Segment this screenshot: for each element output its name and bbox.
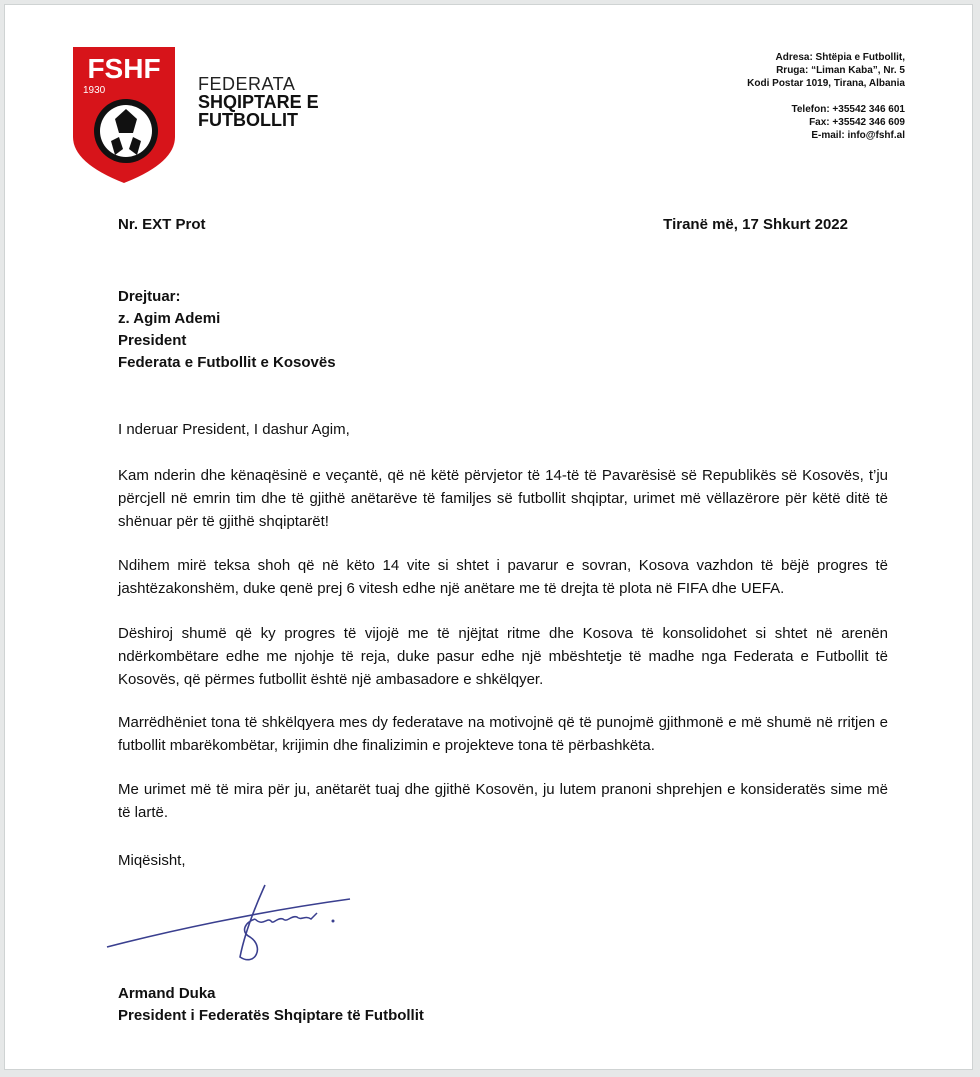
recipient-title: President	[118, 332, 187, 349]
handwritten-signature	[105, 877, 355, 977]
logo-acronym: FSHF	[87, 53, 161, 84]
fax-number: Fax: +35542 346 609	[809, 117, 905, 128]
recipient-block	[118, 286, 336, 374]
signer-title: President i Federatës Shqiptare të Futbollit	[118, 1007, 424, 1024]
recipient-name: z. Agim Ademi	[118, 310, 221, 327]
email-address: E-mail: info@fshf.al	[811, 130, 905, 141]
federation-wordmark	[198, 75, 319, 129]
letter-page	[4, 4, 973, 1070]
salutation: I nderuar President, I dashur Agim,	[118, 421, 350, 438]
body-paragraph: Ndihem mirë teksa shoh që në këto 14 vite si shtet i pavarur e sovran, Kosova vazhdon të bëjë progres të jashtëzakonshëm, duke qenë prej 6 vitesh edhe një anëtare me të drejta të plota në FIFA dhe UEFA.	[118, 557, 888, 597]
wordmark-line-2: SHQIPTARE E	[198, 92, 319, 112]
fshf-crest-logo	[71, 45, 177, 185]
body-paragraph: Kam nderin dhe kënaqësinë e veçantë, që në këtë përvjetor të 14-të të Pavarësisë së Republikës së Kosovës, t’ju përcjell në emrin tim dhe të gjithë anëtarëve të familjes së futbollit shqiptar, urimet më vëllazërore për këtë ditë të shënuar për të gjithë shqiptarët!	[118, 467, 888, 530]
wordmark-line-3: FUTBOLLIT	[198, 110, 298, 130]
body-paragraph: Dëshiroj shumë që ky progres të vijojë me të njëjtat ritme dhe Kosova të konsolidohet si shtet në arenën ndërkombëtare edhe me njohje të reja, duke pasur edhe një mbështetje të madhe nga Federata e Futbollit të Kosovës, që përmes futbollit është një ambasadore e shkëlqyer.	[118, 625, 888, 688]
body-paragraph: Me urimet më të mira për ju, anëtarët tuaj dhe gjithë Kosovën, ju lutem pranoni shprehjen e konsideratës sime më të lartë.	[118, 781, 888, 821]
address-line-1: Adresa: Shtëpia e Futbollit,	[775, 52, 905, 63]
logo-year: 1930	[83, 85, 106, 96]
signature-block	[118, 983, 424, 1027]
recipient-label: Drejtuar:	[118, 288, 181, 305]
address-line-2: Rruga: “Liman Kaba”, Nr. 5	[776, 65, 905, 76]
body-paragraph: Marrëdhëniet tona të shkëlqyera mes dy federatave na motivojnë që të punojmë gjithmonë e më shumë në rritjen e futbollit mbarëkombëtar, krijimin dhe finalizimin e projekteve tona të përbashkëta.	[118, 714, 888, 754]
wordmark-line-1: FEDERATA	[198, 74, 296, 94]
phone-number: Telefon: +35542 346 601	[791, 104, 905, 115]
signer-name: Armand Duka	[118, 985, 216, 1002]
protocol-number: Nr. EXT Prot	[118, 216, 206, 233]
recipient-organization: Federata e Futbollit e Kosovës	[118, 354, 336, 371]
letterhead-address	[747, 51, 905, 142]
letter-date: Tiranë më, 17 Shkurt 2022	[663, 216, 848, 233]
closing-phrase: Miqësisht,	[118, 852, 186, 869]
address-line-3: Kodi Postar 1019, Tirana, Albania	[747, 78, 905, 89]
